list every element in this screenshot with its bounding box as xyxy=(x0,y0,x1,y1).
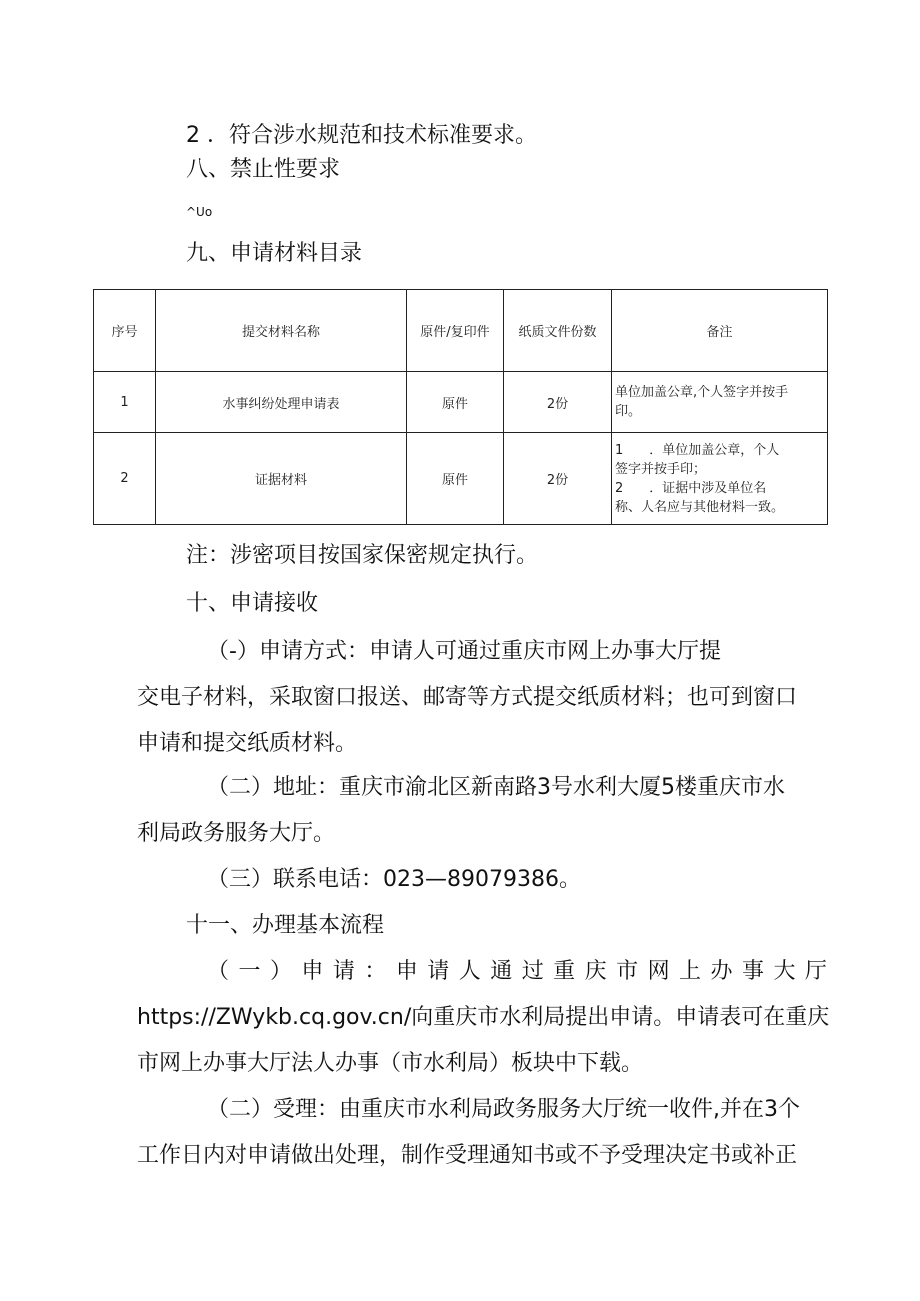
spaced-char: 申 xyxy=(395,959,418,984)
section10-title: 十、申请接收 xyxy=(186,591,319,616)
remark-line: 2 ．证据中涉及单位名 xyxy=(615,480,767,496)
section10-method-line: 申请和提交纸质材料。 xyxy=(137,731,358,756)
spaced-char: 人 xyxy=(458,959,481,984)
section11-accept-line: （二）受理：由重庆市水利局政务服务大厅统一收件,并在3个 xyxy=(207,1097,800,1122)
section8-title: 八、禁止性要求 xyxy=(186,157,341,182)
original-copy-cell: 原件 xyxy=(407,433,504,525)
remarks-cell xyxy=(612,372,828,433)
spaced-char: 过 xyxy=(521,959,544,984)
spaced-char: 通 xyxy=(490,959,513,984)
spaced-char: 网 xyxy=(647,959,670,984)
row-number-cell: 1 xyxy=(94,372,156,433)
spaced-char: 重 xyxy=(553,959,576,984)
remark-line: 签字并按手印； xyxy=(615,461,707,477)
spaced-char: 申 xyxy=(301,959,324,984)
section10-phone: （三）联系电话：023—89079386。 xyxy=(207,867,581,892)
row-number-cell: 2 xyxy=(94,433,156,525)
spaced-char: 厅 xyxy=(804,959,827,984)
section11-apply-line-url: https://ZWykb.cq.gov.cn/向重庆市水利局提出申请。申请表可在重庆 xyxy=(137,1005,830,1030)
section11-apply-line: 市网上办事大厅法人办事（市水利局）板块中下载。 xyxy=(137,1051,644,1076)
table-note: 注：涉密项目按国家保密规定执行。 xyxy=(186,543,539,568)
spaced-char: 市 xyxy=(616,959,639,984)
copies-cell: 2份 xyxy=(504,433,612,525)
original-copy-cell: 原件 xyxy=(407,372,504,433)
spaced-char: 请 xyxy=(427,959,450,984)
remarks-cell xyxy=(612,433,828,525)
materials-table xyxy=(93,289,828,525)
section10-method-line: （-）申请方式：申请人可通过重庆市网上办事大厅提 xyxy=(207,639,721,664)
spaced-char: 庆 xyxy=(584,959,607,984)
section8-item-2: 2 ．符合涉水规范和技术标准要求。 xyxy=(186,123,537,148)
section11-title: 十一、办理基本流程 xyxy=(186,913,385,938)
header-cell: 原件/复印件 xyxy=(407,290,504,372)
spaced-char: 事 xyxy=(741,959,764,984)
section10-address-line: （二）地址：重庆市渝北区新南路3号水利大厦5楼重庆市水 xyxy=(207,775,785,800)
table-row xyxy=(94,433,828,525)
spaced-char: 请 xyxy=(332,959,355,984)
spaced-char: 一 xyxy=(238,959,261,984)
section8-body: ^Uo xyxy=(186,205,213,219)
spaced-char: 大 xyxy=(773,959,796,984)
header-cell: 纸质文件份数 xyxy=(504,290,612,372)
remark-line: 称、人名应与其他材料一致。 xyxy=(615,499,785,515)
section11-accept-line: 工作日内对申请做出处理，制作受理通知书或不予受理决定书或补正 xyxy=(137,1143,798,1168)
section10-method-line: 交电子材料，采取窗口报送、邮寄等方式提交纸质材料；也可到窗口 xyxy=(137,685,798,710)
material-name-cell: 证据材料 xyxy=(156,433,407,525)
copies-cell: 2份 xyxy=(504,372,612,433)
spaced-char: ） xyxy=(269,959,292,984)
remark-line: 1 ．单位加盖公章，个人 xyxy=(615,442,780,458)
material-name-cell: 水事纠纷处理申请表 xyxy=(156,372,407,433)
spaced-char: ： xyxy=(364,959,387,984)
spaced-char: 上 xyxy=(679,959,702,984)
table-header-row xyxy=(94,290,828,372)
header-cell: 备注 xyxy=(612,290,828,372)
spaced-char: 办 xyxy=(710,959,733,984)
header-cell: 序号 xyxy=(94,290,156,372)
section11-apply-line xyxy=(207,957,827,987)
remark-line: 单位加盖公章,个人签字并按手 xyxy=(615,385,789,400)
remark-line: 印。 xyxy=(615,404,642,419)
spaced-char: （ xyxy=(207,959,230,984)
section9-title: 九、申请材料目录 xyxy=(186,241,363,266)
table-row xyxy=(94,372,828,433)
section10-address-line: 利局政务服务大厅。 xyxy=(137,821,336,846)
header-cell: 提交材料名称 xyxy=(156,290,407,372)
